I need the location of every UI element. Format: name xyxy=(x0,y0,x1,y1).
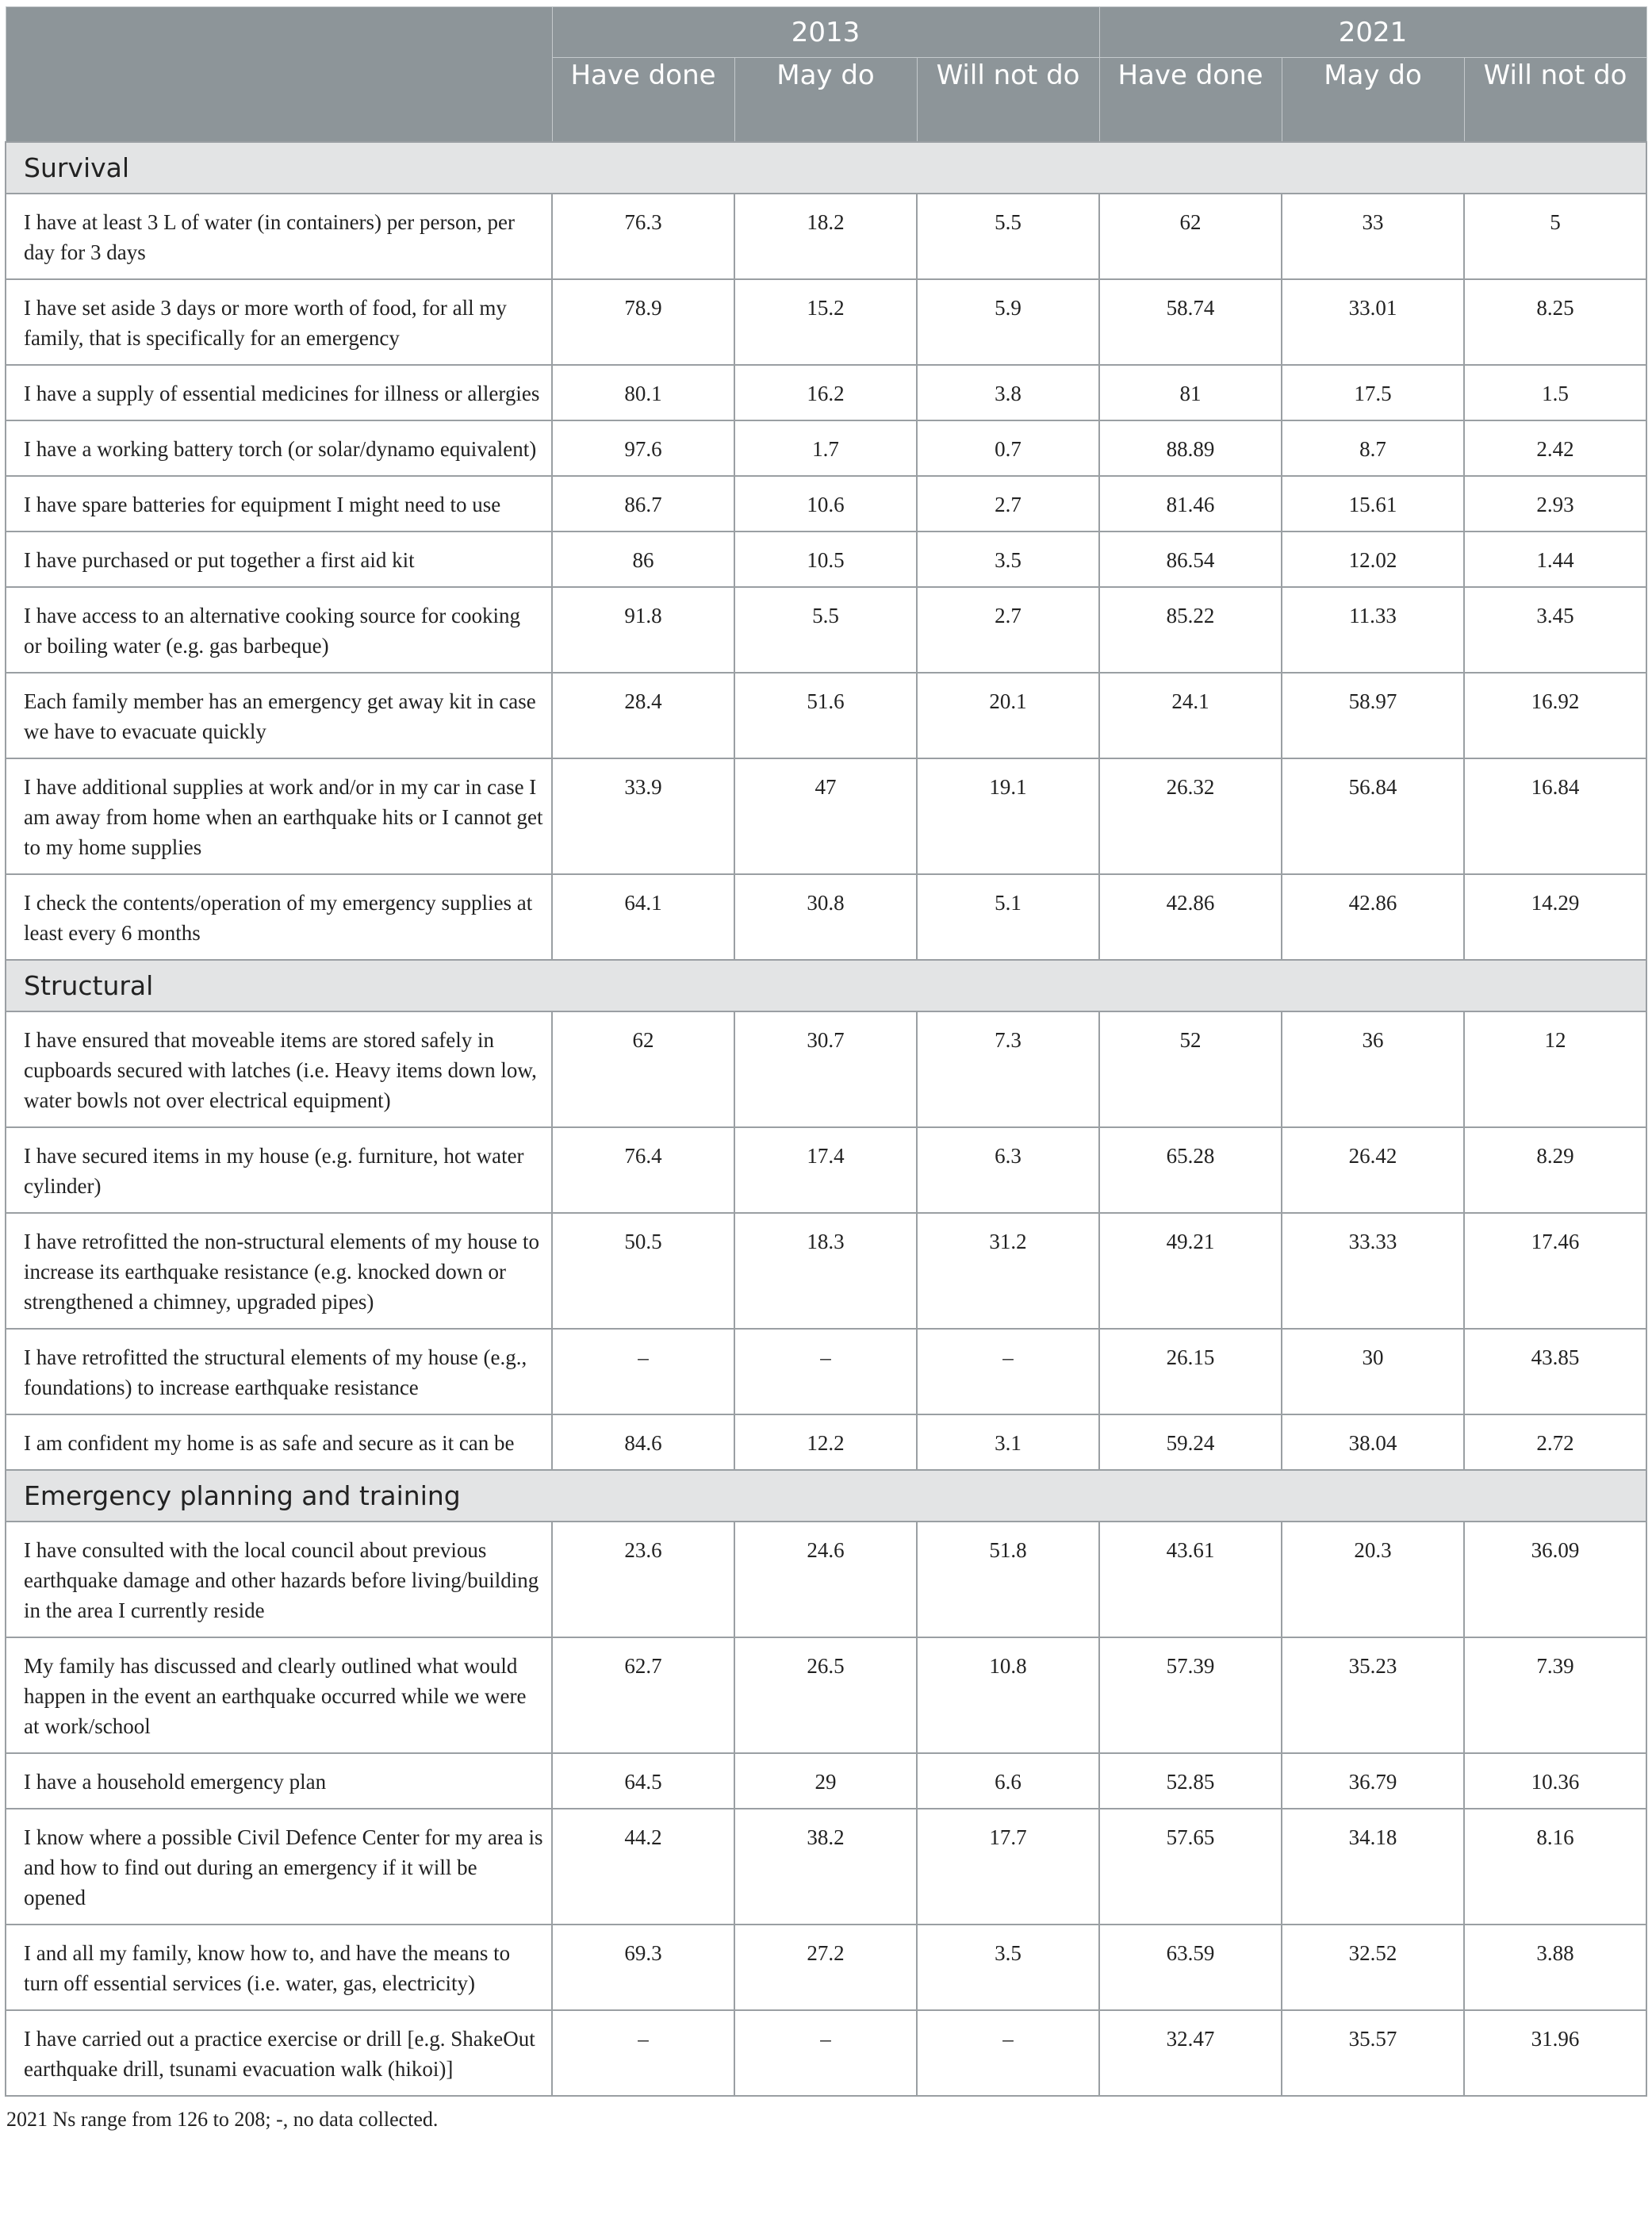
value-cell: 38.2 xyxy=(734,1809,917,1925)
value-cell: – xyxy=(917,2010,1099,2096)
value-cell: 56.84 xyxy=(1282,758,1464,874)
value-cell: 12 xyxy=(1464,1011,1646,1127)
value-cell: 7.3 xyxy=(917,1011,1099,1127)
table-body xyxy=(6,142,1646,2096)
value-cell: 31.2 xyxy=(917,1213,1099,1329)
table-header xyxy=(6,7,1646,143)
value-cell: 17.5 xyxy=(1282,365,1464,420)
col-header-have-done-2021: Have done xyxy=(1099,58,1282,143)
value-cell: 3.1 xyxy=(917,1414,1099,1470)
table-row xyxy=(6,1127,1646,1213)
value-cell: 12.2 xyxy=(734,1414,917,1470)
value-cell: 32.52 xyxy=(1282,1925,1464,2010)
value-cell: 64.1 xyxy=(552,874,734,960)
value-cell: 3.8 xyxy=(917,365,1099,420)
value-cell: – xyxy=(734,1329,917,1414)
table-row xyxy=(6,1809,1646,1925)
table-row xyxy=(6,532,1646,587)
value-cell: 15.61 xyxy=(1282,476,1464,532)
section-title: Survival xyxy=(6,142,1646,194)
value-cell: 36 xyxy=(1282,1011,1464,1127)
section-row xyxy=(6,142,1646,194)
value-cell: 24.1 xyxy=(1099,673,1282,758)
value-cell: – xyxy=(552,1329,734,1414)
value-cell: 7.39 xyxy=(1464,1637,1646,1753)
row-label: I have carried out a practice exercise or drill [e.g. ShakeOut earthquake drill, tsunami evacuation walk (hikoi)] xyxy=(6,2010,552,2096)
value-cell: 38.04 xyxy=(1282,1414,1464,1470)
value-cell: 8.25 xyxy=(1464,279,1646,365)
value-cell: 84.6 xyxy=(552,1414,734,1470)
value-cell: 16.2 xyxy=(734,365,917,420)
section-title: Emergency planning and training xyxy=(6,1470,1646,1522)
value-cell: 58.97 xyxy=(1282,673,1464,758)
value-cell: – xyxy=(552,2010,734,2096)
value-cell: 86.54 xyxy=(1099,532,1282,587)
row-label: I have retrofitted the structural elements of my house (e.g., foundations) to increase earthquake resistance xyxy=(6,1329,552,1414)
value-cell: 1.5 xyxy=(1464,365,1646,420)
value-cell: 50.5 xyxy=(552,1213,734,1329)
value-cell: – xyxy=(734,2010,917,2096)
value-cell: 76.3 xyxy=(552,194,734,279)
value-cell: 10.5 xyxy=(734,532,917,587)
value-cell: 16.84 xyxy=(1464,758,1646,874)
value-cell: 24.6 xyxy=(734,1522,917,1637)
section-title: Structural xyxy=(6,960,1646,1011)
value-cell: 35.57 xyxy=(1282,2010,1464,2096)
value-cell: 51.8 xyxy=(917,1522,1099,1637)
value-cell: 32.47 xyxy=(1099,2010,1282,2096)
value-cell: 0.7 xyxy=(917,420,1099,476)
year-header-2021: 2021 xyxy=(1099,7,1646,58)
value-cell: 81.46 xyxy=(1099,476,1282,532)
row-label: I have at least 3 L of water (in containers) per person, per day for 3 days xyxy=(6,194,552,279)
col-header-may-do-2013: May do xyxy=(734,58,917,143)
table-row xyxy=(6,874,1646,960)
value-cell: 42.86 xyxy=(1099,874,1282,960)
value-cell: 6.6 xyxy=(917,1753,1099,1809)
value-cell: 64.5 xyxy=(552,1753,734,1809)
value-cell: 36.09 xyxy=(1464,1522,1646,1637)
value-cell: 26.5 xyxy=(734,1637,917,1753)
value-cell: 2.7 xyxy=(917,476,1099,532)
value-cell: 63.59 xyxy=(1099,1925,1282,2010)
value-cell: 14.29 xyxy=(1464,874,1646,960)
row-label: I have secured items in my house (e.g. furniture, hot water cylinder) xyxy=(6,1127,552,1213)
value-cell: 36.79 xyxy=(1282,1753,1464,1809)
row-label: I have purchased or put together a first aid kit xyxy=(6,532,552,587)
value-cell: 91.8 xyxy=(552,587,734,673)
value-cell: 8.16 xyxy=(1464,1809,1646,1925)
section-row xyxy=(6,960,1646,1011)
value-cell: 62 xyxy=(552,1011,734,1127)
col-header-may-do-2021: May do xyxy=(1282,58,1464,143)
value-cell: 10.6 xyxy=(734,476,917,532)
value-cell: – xyxy=(917,1329,1099,1414)
value-cell: 43.85 xyxy=(1464,1329,1646,1414)
value-cell: 18.3 xyxy=(734,1213,917,1329)
table-row xyxy=(6,1753,1646,1809)
value-cell: 1.7 xyxy=(734,420,917,476)
row-label: I have ensured that moveable items are stored safely in cupboards secured with latches (i.e. Heavy items down low, water bowls not over electrical equipment) xyxy=(6,1011,552,1127)
row-label: I and all my family, know how to, and have the means to turn off essential services (i.e. water, gas, electricity) xyxy=(6,1925,552,2010)
row-label: I have a supply of essential medicines for illness or allergies xyxy=(6,365,552,420)
value-cell: 3.5 xyxy=(917,532,1099,587)
value-cell: 42.86 xyxy=(1282,874,1464,960)
year-header-2013: 2013 xyxy=(552,7,1099,58)
table-row xyxy=(6,279,1646,365)
table-row xyxy=(6,420,1646,476)
row-label: I have retrofitted the non-structural elements of my house to increase its earthquake resistance (e.g. knocked down or strengthened a chimney, upgraded pipes) xyxy=(6,1213,552,1329)
value-cell: 19.1 xyxy=(917,758,1099,874)
value-cell: 31.96 xyxy=(1464,2010,1646,2096)
value-cell: 34.18 xyxy=(1282,1809,1464,1925)
value-cell: 8.29 xyxy=(1464,1127,1646,1213)
value-cell: 26.15 xyxy=(1099,1329,1282,1414)
table-footnote: 2021 Ns range from 126 to 208; -, no data collected. xyxy=(6,2108,439,2131)
value-cell: 26.42 xyxy=(1282,1127,1464,1213)
table-row xyxy=(6,1925,1646,2010)
table-row xyxy=(6,476,1646,532)
value-cell: 3.5 xyxy=(917,1925,1099,2010)
row-label: I check the contents/operation of my emergency supplies at least every 6 months xyxy=(6,874,552,960)
value-cell: 86.7 xyxy=(552,476,734,532)
value-cell: 30 xyxy=(1282,1329,1464,1414)
value-cell: 52 xyxy=(1099,1011,1282,1127)
table-row xyxy=(6,365,1646,420)
value-cell: 23.6 xyxy=(552,1522,734,1637)
value-cell: 69.3 xyxy=(552,1925,734,2010)
value-cell: 28.4 xyxy=(552,673,734,758)
value-cell: 65.28 xyxy=(1099,1127,1282,1213)
table-row xyxy=(6,1522,1646,1637)
row-label: I have access to an alternative cooking source for cooking or boiling water (e.g. gas barbeque) xyxy=(6,587,552,673)
value-cell: 62.7 xyxy=(552,1637,734,1753)
value-cell: 30.8 xyxy=(734,874,917,960)
value-cell: 57.65 xyxy=(1099,1809,1282,1925)
value-cell: 33 xyxy=(1282,194,1464,279)
row-label: I have consulted with the local council about previous earthquake damage and other hazards before living/building in the area I currently reside xyxy=(6,1522,552,1637)
value-cell: 11.33 xyxy=(1282,587,1464,673)
row-label: My family has discussed and clearly outlined what would happen in the event an earthquake occurred while we were at work/school xyxy=(6,1637,552,1753)
value-cell: 78.9 xyxy=(552,279,734,365)
value-cell: 2.93 xyxy=(1464,476,1646,532)
table-row xyxy=(6,758,1646,874)
table-row xyxy=(6,1414,1646,1470)
table-row xyxy=(6,1011,1646,1127)
value-cell: 85.22 xyxy=(1099,587,1282,673)
value-cell: 2.7 xyxy=(917,587,1099,673)
value-cell: 5.9 xyxy=(917,279,1099,365)
table-row xyxy=(6,194,1646,279)
value-cell: 10.36 xyxy=(1464,1753,1646,1809)
table-row xyxy=(6,673,1646,758)
value-cell: 62 xyxy=(1099,194,1282,279)
col-header-will-not-do-2021: Will not do xyxy=(1464,58,1646,143)
value-cell: 33.33 xyxy=(1282,1213,1464,1329)
value-cell: 18.2 xyxy=(734,194,917,279)
value-cell: 80.1 xyxy=(552,365,734,420)
value-cell: 5.5 xyxy=(917,194,1099,279)
table-row xyxy=(6,1329,1646,1414)
value-cell: 97.6 xyxy=(552,420,734,476)
value-cell: 47 xyxy=(734,758,917,874)
value-cell: 2.42 xyxy=(1464,420,1646,476)
value-cell: 59.24 xyxy=(1099,1414,1282,1470)
value-cell: 27.2 xyxy=(734,1925,917,2010)
value-cell: 12.02 xyxy=(1282,532,1464,587)
value-cell: 5.5 xyxy=(734,587,917,673)
table-container xyxy=(5,6,1646,2132)
row-label: I have spare batteries for equipment I might need to use xyxy=(6,476,552,532)
value-cell: 17.7 xyxy=(917,1809,1099,1925)
row-label: I have a household emergency plan xyxy=(6,1753,552,1809)
value-cell: 81 xyxy=(1099,365,1282,420)
value-cell: 33.9 xyxy=(552,758,734,874)
value-cell: 20.1 xyxy=(917,673,1099,758)
value-cell: 29 xyxy=(734,1753,917,1809)
value-cell: 5.1 xyxy=(917,874,1099,960)
value-cell: 57.39 xyxy=(1099,1637,1282,1753)
value-cell: 6.3 xyxy=(917,1127,1099,1213)
value-cell: 3.88 xyxy=(1464,1925,1646,2010)
value-cell: 17.46 xyxy=(1464,1213,1646,1329)
table-row xyxy=(6,587,1646,673)
value-cell: 86 xyxy=(552,532,734,587)
value-cell: 16.92 xyxy=(1464,673,1646,758)
value-cell: 10.8 xyxy=(917,1637,1099,1753)
value-cell: 1.44 xyxy=(1464,532,1646,587)
table-row xyxy=(6,1637,1646,1753)
table-row xyxy=(6,1213,1646,1329)
row-label: I am confident my home is as safe and secure as it can be xyxy=(6,1414,552,1470)
col-header-will-not-do-2013: Will not do xyxy=(917,58,1099,143)
value-cell: 8.7 xyxy=(1282,420,1464,476)
value-cell: 26.32 xyxy=(1099,758,1282,874)
value-cell: 44.2 xyxy=(552,1809,734,1925)
value-cell: 5 xyxy=(1464,194,1646,279)
value-cell: 33.01 xyxy=(1282,279,1464,365)
value-cell: 49.21 xyxy=(1099,1213,1282,1329)
value-cell: 51.6 xyxy=(734,673,917,758)
header-corner xyxy=(6,7,552,143)
row-label: I know where a possible Civil Defence Center for my area is and how to find out during an emergency if it will be opened xyxy=(6,1809,552,1925)
table-row xyxy=(6,2010,1646,2096)
value-cell: 58.74 xyxy=(1099,279,1282,365)
value-cell: 43.61 xyxy=(1099,1522,1282,1637)
row-label: I have a working battery torch (or solar/dynamo equivalent) xyxy=(6,420,552,476)
value-cell: 35.23 xyxy=(1282,1637,1464,1753)
value-cell: 17.4 xyxy=(734,1127,917,1213)
value-cell: 88.89 xyxy=(1099,420,1282,476)
value-cell: 52.85 xyxy=(1099,1753,1282,1809)
value-cell: 3.45 xyxy=(1464,587,1646,673)
preparedness-table xyxy=(5,6,1647,2097)
col-header-have-done-2013: Have done xyxy=(552,58,734,143)
value-cell: 2.72 xyxy=(1464,1414,1646,1470)
row-label: I have set aside 3 days or more worth of food, for all my family, that is specifically for an emergency xyxy=(6,279,552,365)
row-label: Each family member has an emergency get away kit in case we have to evacuate quickly xyxy=(6,673,552,758)
value-cell: 30.7 xyxy=(734,1011,917,1127)
section-row xyxy=(6,1470,1646,1522)
value-cell: 15.2 xyxy=(734,279,917,365)
row-label: I have additional supplies at work and/or in my car in case I am away from home when an earthquake hits or I cannot get to my home supplies xyxy=(6,758,552,874)
value-cell: 76.4 xyxy=(552,1127,734,1213)
value-cell: 20.3 xyxy=(1282,1522,1464,1637)
